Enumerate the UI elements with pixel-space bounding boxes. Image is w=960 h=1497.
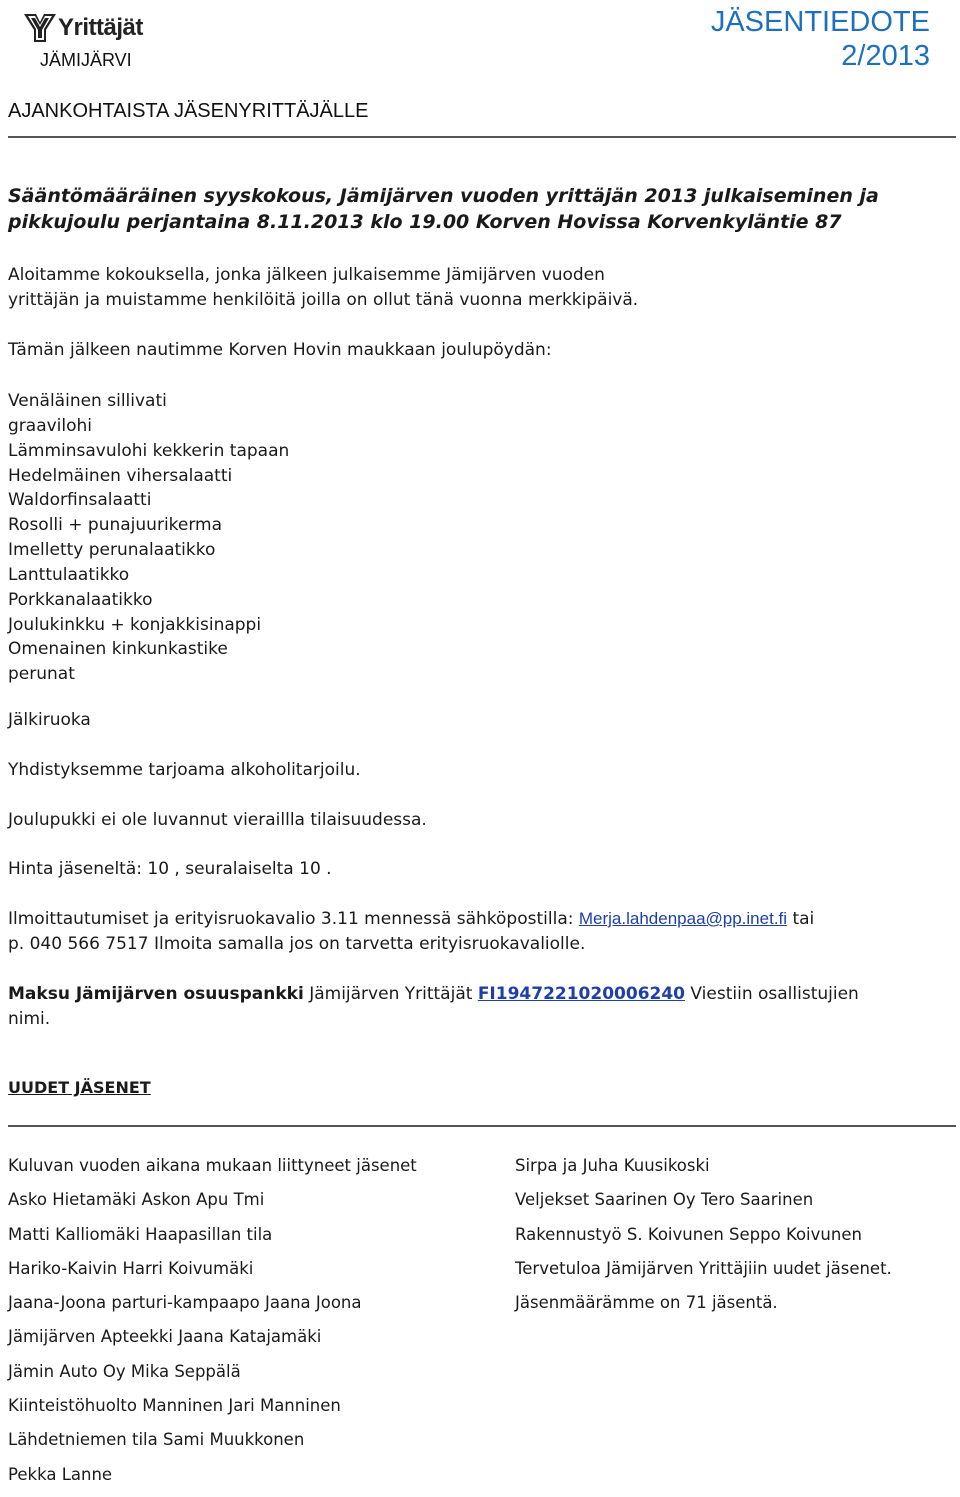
santa-note: Joulupukki ei ole luvannut vieraillla tilaisuudessa. (8, 810, 427, 830)
payment-iban-link[interactable]: FI1947221020006240 (477, 984, 686, 1004)
menu-item: Waldorfinsalaatti (8, 490, 152, 511)
member-item: Kuluvan vuoden aikana mukaan liittyneet jäsenet (8, 1156, 417, 1175)
payment-line1 (8, 984, 859, 1004)
member-item: Jämin Auto Oy Mika Seppälä (8, 1361, 241, 1381)
organization-name: JÄMIJÄRVI (40, 50, 132, 70)
member-item: Jämijärven Apteekki Jaana Katajamäki (8, 1327, 322, 1347)
newsletter-issue: 2/2013 (841, 40, 930, 72)
member-item: Rakennustyö S. Koivunen Seppo Koivunen (515, 1224, 862, 1244)
intro-line1: Aloitamme kokouksella, jonka jälkeen julkaisemme Jämijärven vuoden (8, 265, 605, 285)
intro-line2: yrittäjän ja muistamme henkilöitä joilla on ollut tänä vuonna merkkipäivä. (8, 290, 639, 310)
menu-item: Venäläinen sillivati (8, 391, 167, 411)
payment-recipient: Jämijärven Yrittäjät (309, 984, 473, 1004)
members-left-column (8, 1154, 417, 1497)
menu-item: Porkkanalaatikko (8, 589, 153, 610)
members-heading: UUDET JÄSENET (8, 1078, 151, 1097)
members-divider (8, 1125, 956, 1127)
member-item: Lähdetniemen tila Sami Muukkonen (8, 1430, 305, 1450)
member-count: Jäsenmäärämme on 71 jäsentä. (515, 1293, 778, 1313)
event-headline-line2: pikkujoulu perjantaina 8.11.2013 klo 19.00 Korven Hovissa Korvenkyläntie 87 (8, 211, 842, 233)
member-item: Veljekset Saarinen Oy Tero Saarinen (515, 1190, 814, 1210)
welcome-note: Tervetuloa Jämijärven Yrittäjiin uudet jäsenet. (515, 1258, 892, 1278)
payment-note: Viestiin osallistujien (690, 984, 859, 1004)
menu-item: perunat (8, 664, 75, 685)
menu-item: Lämminsavulohi kekkerin tapaan (8, 440, 290, 461)
signup-text: Ilmoittautumiset ja erityisruokavalio 3.11 mennessä sähköpostilla: (8, 909, 574, 929)
menu-item: Omenainen kinkunkastike (8, 639, 228, 660)
signup-line2: p. 040 566 7517 Ilmoita samalla jos on tarvetta erityisruokavaliolle. (8, 934, 586, 954)
menu-item: Joulukinkku + konjakkisinappi (8, 614, 262, 635)
yrittajat-logo (24, 12, 146, 44)
member-item: Kiinteistöhuolto Manninen Jari Manninen (8, 1396, 341, 1416)
section-title: AJANKOHTAISTA JÄSENYRITTÄJÄLLE (8, 100, 369, 122)
price-info: Hinta jäseneltä: 10 , seuralaiselta 10 . (8, 859, 332, 879)
signup-email-link[interactable]: Merja.lahdenpaa@pp.inet.fi (578, 909, 788, 928)
member-item: Pekka Lanne (8, 1464, 113, 1484)
member-item: Jaana-Joona parturi-kampaapo Jaana Joona (8, 1293, 362, 1313)
signup-line1 (8, 909, 814, 929)
member-item: Matti Kalliomäki Haapasillan tila (8, 1224, 273, 1244)
menu-intro: Tämän jälkeen nautimme Korven Hovin maukkaan joulupöydän: (8, 340, 552, 360)
menu-item: Hedelmäinen vihersalaatti (8, 465, 233, 486)
menu-item: graavilohi (8, 415, 93, 436)
dessert: Jälkiruoka (8, 710, 91, 730)
header-divider (8, 136, 956, 138)
menu-item: Rosolli + punajuurikerma (8, 515, 223, 536)
member-item: Hariko-Kaivin Harri Koivumäki (8, 1258, 254, 1278)
menu-item: Lanttulaatikko (8, 564, 130, 585)
member-item: Asko Hietamäki Askon Apu Tmi (8, 1190, 265, 1210)
member-item: Sirpa ja Juha Kuusikoski (515, 1156, 710, 1175)
logo-mark-icon (24, 12, 56, 42)
payment-line2: nimi. (8, 1009, 51, 1029)
newsletter-title: JÄSENTIEDOTE (710, 6, 930, 38)
logo-text: Yrittäjät (58, 14, 143, 41)
menu-list (8, 389, 289, 687)
members-right-column (515, 1154, 892, 1325)
payment-label: Maksu Jämijärven osuuspankki (8, 984, 304, 1004)
signup-or: tai (792, 909, 815, 929)
menu-item: Imelletty perunalaatikko (8, 540, 216, 561)
drinks-note: Yhdistyksemme tarjoama alkoholitarjoilu. (8, 760, 361, 780)
event-headline-line1: Sääntömääräinen syyskokous, Jämijärven vuoden yrittäjän 2013 julkaiseminen ja (8, 185, 879, 207)
